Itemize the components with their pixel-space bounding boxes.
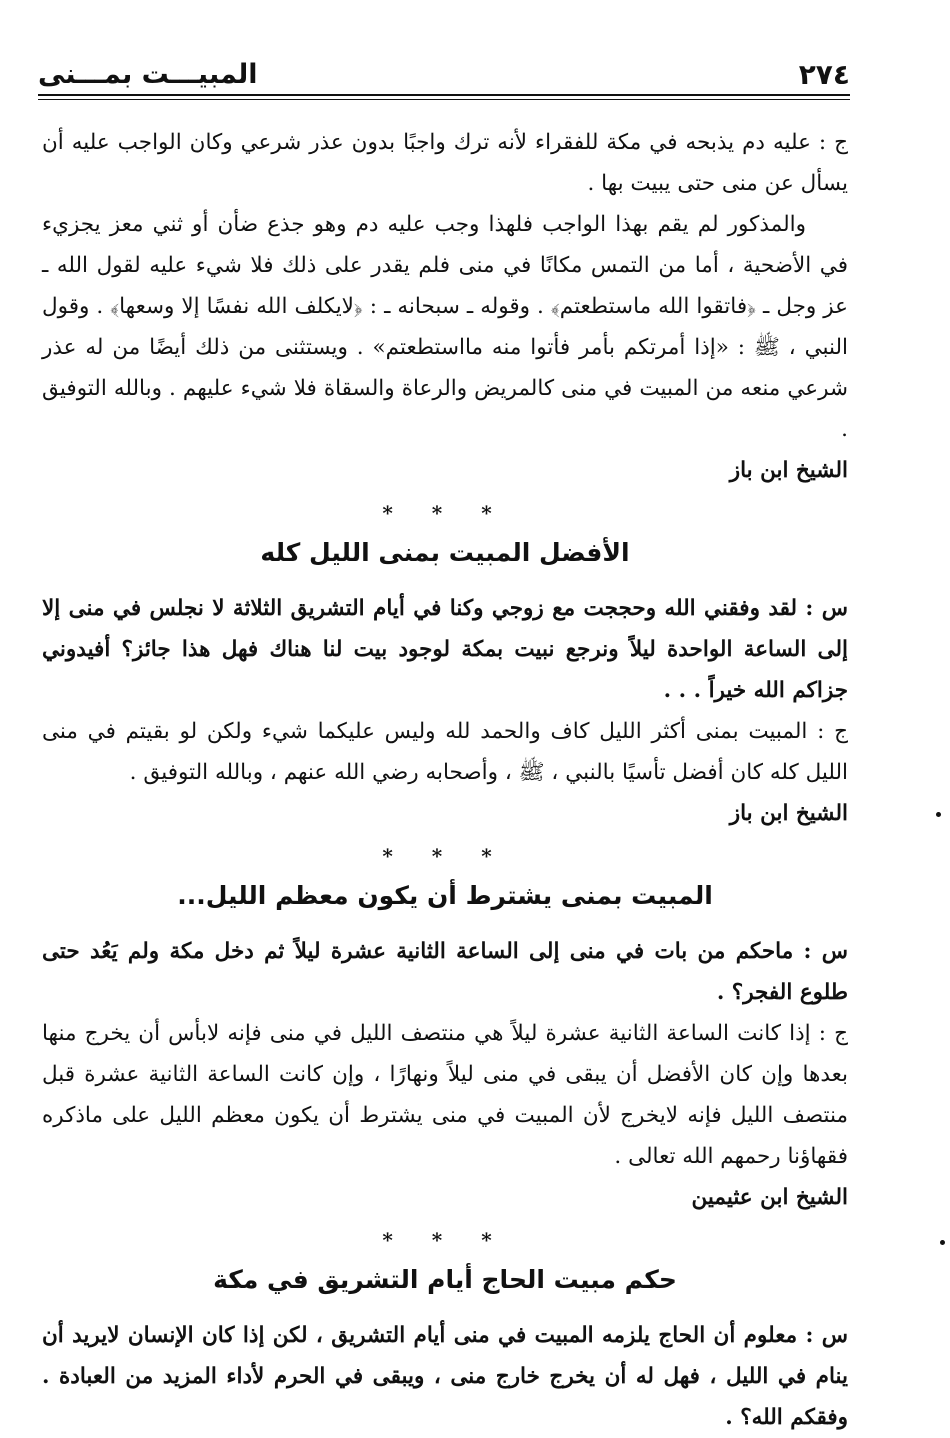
section-separator: * * *: [382, 501, 508, 525]
section-separator: * * *: [382, 844, 508, 868]
section-title: المبيت بمنى يشترط أن يكون معظم الليل...: [177, 881, 713, 910]
running-title: المبيـــت بمـــنى: [38, 58, 258, 90]
page-number: ٢٧٤: [798, 57, 850, 91]
question-paragraph: س : معلوم أن الحاج يلزمه المبيت في منى أيام التشريق ، لكن إذا كان الإنسان لايريد أن ينام في الليل ، فهل له أن يخرج خارج منى ، ويبقى في الحرم لأداء المزيد من العبادة . وفقكم الله؟ .: [42, 1323, 848, 1430]
question-paragraph: س : لقد وفقني الله وحججت مع زوجي وكنا في أيام التشريق الثلاثة لا نجلس في منى إلا إلى الساعة الواحدة ليلاً ونرجع نبيت بمكة لوجود بيت لنا هناك فهل هذا جائز؟ أفيدوني جزاكم الله خيراً . . .: [42, 596, 848, 703]
answer-paragraph: ج : المبيت بمنى أكثر الليل كاف والحمد لله وليس عليكما شيء ولكن لو بقيتم في منى الليل كله كان أفضل تأسيًا بالنبي ، ﷺ ، وأصحابه رضي الله عنهم ، وبالله التوفيق .: [42, 719, 848, 785]
question-paragraph: س : ماحكم من بات في منى إلى الساعة الثانية عشرة ليلاً ثم دخل مكة ولم يَعُد حتى طلوع الفجر؟ .: [42, 939, 848, 1005]
page-body: [42, 122, 848, 1438]
section-separator: * * *: [382, 1228, 508, 1252]
answer-paragraph: ج : عليه دم يذبحه في مكة للفقراء لأنه ترك واجبًا بدون عذر شرعي وكان الواجب عليه أن يسأل عن منى حتى يبيت بها .: [42, 130, 848, 196]
scan-speck: [940, 1240, 945, 1245]
header-rule-thick: [38, 94, 850, 96]
signature: الشيخ ابن باز: [729, 801, 848, 826]
signature: الشيخ ابن باز: [729, 458, 848, 483]
answer-paragraph: ج : إذا كانت الساعة الثانية عشرة ليلاً هي منتصف الليل في منى فإنه لابأس أن يخرج منها بعدها وإن كان الأفضل أن يبقى في منى ليلاً ونهارًا ، وإن كانت الساعة الثانية عشرة قبل منتصف الليل فإنه لايخرج لأن المبيت في منى يشترط أن يكون معظم الليل على ماذكره فقهاؤنا رحمهم الله تعالى .: [42, 1021, 848, 1169]
page-header: [38, 52, 850, 96]
section-title: الأفضل المبيت بمنى الليل كله: [260, 538, 630, 567]
answer-paragraph: والمذكور لم يقم بهذا الواجب فلهذا وجب عليه دم وهو جذع ضأن أو ثني معز يجزيء في الأضحية ، أما من التمس مكانًا في منى فلم يقدر على ذلك فلا شيء عليه لقول الله ـ عز وجل ـ ﴿فاتقوا الله ماستطعتم﴾ . وقوله ـ سبحانه ـ : ﴿لايكلف الله نفسًا إلا وسعها﴾ . وقول النبي ، ﷺ : «إذا أمرتكم بأمر فأتوا منه مااستطعتم» . ويستثنى من ذلك أيضًا من له عذر شرعي منعه من المبيت في منى كالمريض والرعاة والسقاة فلا شيء عليهم . وبالله التوفيق .: [42, 212, 848, 442]
section-title: حكم مبيت الحاج أيام التشريق في مكة: [213, 1265, 677, 1294]
scan-speck: [936, 812, 941, 817]
signature: الشيخ ابن عثيمين: [691, 1185, 848, 1210]
header-rule-thin: [38, 99, 850, 100]
